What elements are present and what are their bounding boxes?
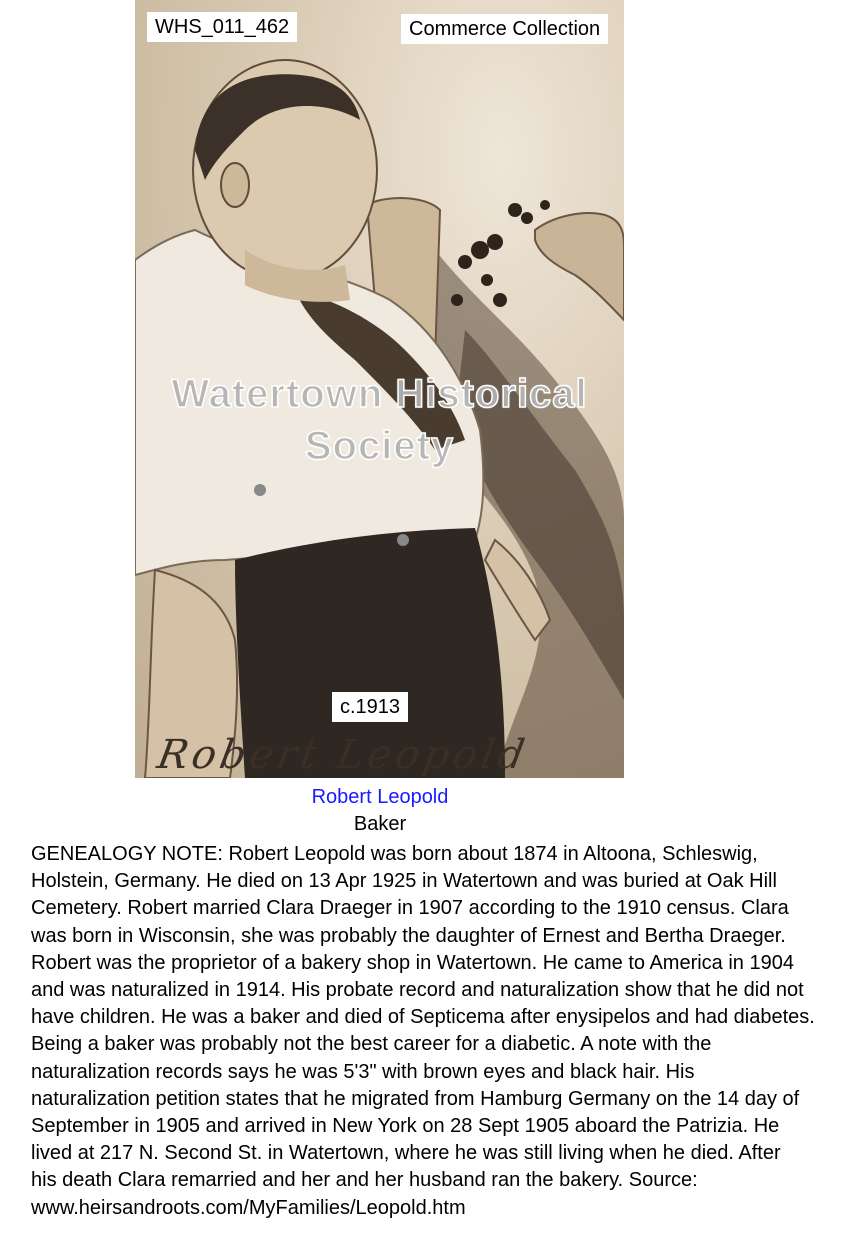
- note-line: Robert was the proprietor of a bakery shop in Watertown. He came to America in 1904: [31, 951, 794, 974]
- note-line: September in 1905 and arrived in New York on 28 Sept 1905 aboard the Patrizia. He: [31, 1115, 780, 1138]
- photo-id-label: WHS_011_462: [147, 12, 297, 42]
- note-line: GENEALOGY NOTE: Robert Leopold was born about 1874 in Altoona, Schleswig,: [31, 843, 758, 865]
- note-line: and was naturalized in 1914. His probate record and naturalization show that he did not: [31, 979, 804, 1002]
- genealogy-note: [31, 841, 861, 1222]
- note-line: Cemetery. Robert married Clara Draeger in 1907 according to the 1910 census. Clara: [31, 897, 789, 920]
- watermark-line-2: Society: [304, 424, 455, 468]
- note-line: naturalization petition states that he migrated from Hamburg Germany on the 14 day of: [31, 1087, 800, 1110]
- source-url[interactable]: www.heirsandroots.com/MyFamilies/Leopold.htm: [31, 1196, 466, 1219]
- note-line: naturalization records says he was 5'3" with brown eyes and black hair. His: [31, 1060, 695, 1083]
- note-line: was born in Wisconsin, she was probably the daughter of Ernest and Bertha Draeger.: [31, 924, 786, 947]
- subject-name-link[interactable]: Robert Leopold: [311, 786, 449, 808]
- note-line: Holstein, Germany. He died on 13 Apr 1925 in Watertown and was buried at Oak Hill: [31, 870, 777, 893]
- watermark-line-1: Watertown Historical: [171, 372, 588, 416]
- note-line: have children. He was a baker and died of Septicema after enysipelos and had diabetes.: [31, 1006, 815, 1029]
- note-line: his death Clara remarried and her and her husband ran the bakery. Source:: [31, 1169, 698, 1192]
- photo-date-label: c.1913: [332, 692, 408, 722]
- note-line: Being a baker was probably not the best career for a diabetic. A note with the: [31, 1033, 712, 1056]
- note-line: lived at 217 N. Second St. in Watertown, where he was still living when he died. After: [31, 1142, 781, 1165]
- collection-label: Commerce Collection: [401, 14, 608, 44]
- handwritten-signature: Robert Leopold: [153, 732, 532, 778]
- subject-occupation: Baker: [353, 813, 407, 835]
